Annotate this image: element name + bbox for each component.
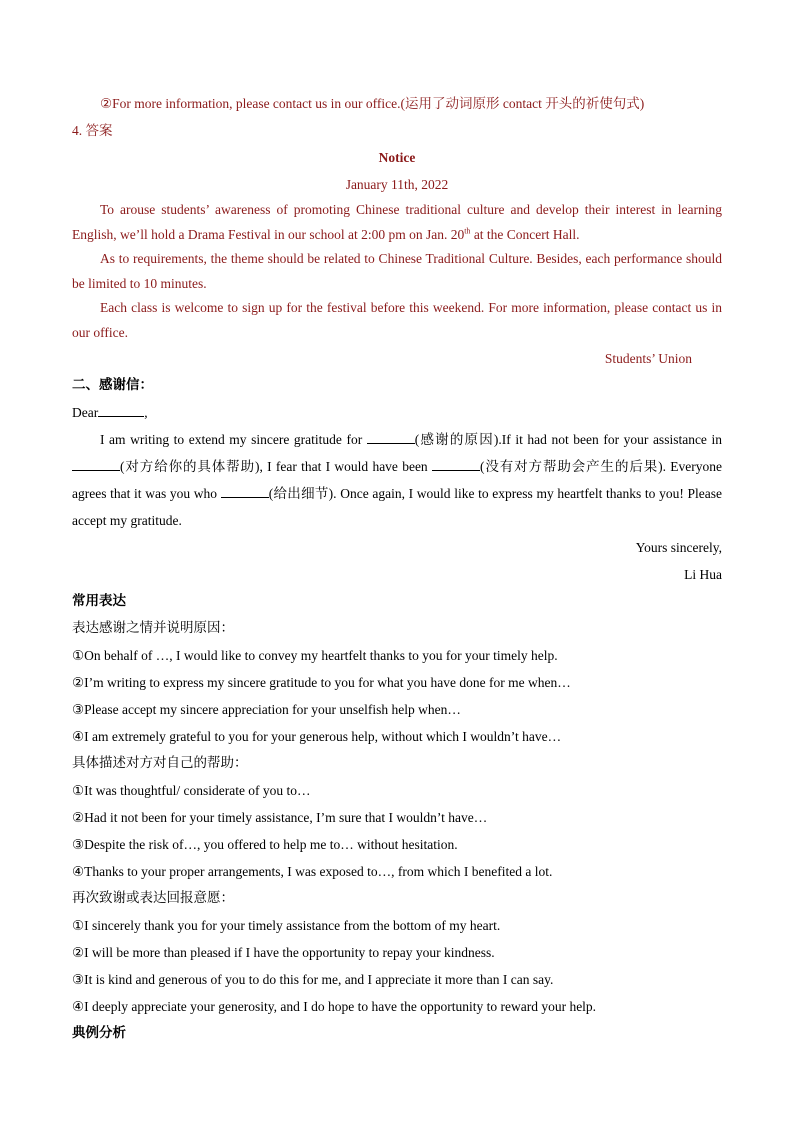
expressions-title: 常用表达 <box>72 593 126 609</box>
list-item: ④I deeply appreciate your generosity, and I do hope to have the opportunity to reward your help. <box>72 999 597 1014</box>
list-item: ②Had it not been for your timely assistance, I’m sure that I wouldn’t have… <box>72 810 488 825</box>
notice-paragraph-2: As to requirements, the theme should be related to Chinese Traditional Culture. Besides, each performance should be limited to 10 minutes. <box>72 251 722 291</box>
group-heading-3: 再次致谢或表达回报意愿： <box>72 890 234 906</box>
notice-signature: Students’ Union <box>604 351 692 366</box>
notice-paragraph-1: To arouse students’ awareness of promoting Chinese traditional culture and develop their interest in learning English, we’ll hold a Drama Festival in our school at 2:00 pm on Jan. 20th at the Concert Hall. <box>72 202 722 242</box>
blank-consequence <box>432 456 480 471</box>
list-item: ①On behalf of …, I would like to convey my heartfelt thanks to you for your timely help. <box>72 648 558 663</box>
notice-paragraph-3: Each class is welcome to sign up for the festival before this weekend. For more information, please contact us in our office. <box>72 300 722 340</box>
list-item: ①I sincerely thank you for your timely assistance from the bottom of my heart. <box>72 918 501 933</box>
example-analysis-title: 典例分析 <box>72 1025 126 1041</box>
document-page <box>72 90 722 1047</box>
list-item: ④Thanks to your proper arrangements, I was exposed to…, from which I benefited a lot. <box>72 864 553 879</box>
section-title-thanks-letter: 二、感谢信： <box>72 377 153 393</box>
list-item: ③Please accept my sincere appreciation for your unselfish help when… <box>72 702 461 717</box>
notice-date: January 11th, 2022 <box>345 177 449 192</box>
group-heading-2: 具体描述对方对自己的帮助： <box>72 755 248 771</box>
letter-closing: Yours sincerely, <box>635 540 722 555</box>
letter-salutation: Dear , <box>72 399 722 426</box>
notice-superscript: th <box>464 226 471 235</box>
list-item: ③It is kind and generous of you to do this for me, and I appreciate it more than I can say. <box>72 972 554 987</box>
letter-name: Li Hua <box>684 567 722 582</box>
list-item: ③Despite the risk of…, you offered to help me to… without hesitation. <box>72 837 458 852</box>
answer-header: 4. 答案 <box>72 123 113 138</box>
group-heading-1: 表达感谢之情并说明原因： <box>72 620 234 636</box>
list-item: ②I’m writing to express my sincere gratitude to you for what you have done for me when… <box>72 675 571 690</box>
list-item: ④I am extremely grateful to you for your generous help, without which I wouldn’t have… <box>72 729 562 744</box>
blank-reason <box>367 429 415 444</box>
notice-title: Notice <box>378 150 416 165</box>
list-item: ②I will be more than pleased if I have the opportunity to repay your kindness. <box>72 945 495 960</box>
blank-help <box>72 456 120 471</box>
list-item: ①It was thoughtful/ considerate of you to… <box>72 783 311 798</box>
top-line: ②For more information, please contact us in our office.(运用了动词原形 contact 开头的祈使句式) <box>100 96 645 111</box>
letter-body: I am writing to extend my sincere gratitude for (感谢的原因).If it had not been for your assistance in (对方给你的具体帮助), I fear that I would have been (没有对方帮助会产生的后果). Everyone agrees that it was you who (给出细节). Once again, I would like to express my heartfelt thanks to you! Please accept my gratitude. <box>72 426 722 534</box>
blank-name <box>98 402 144 417</box>
blank-details <box>221 483 269 498</box>
